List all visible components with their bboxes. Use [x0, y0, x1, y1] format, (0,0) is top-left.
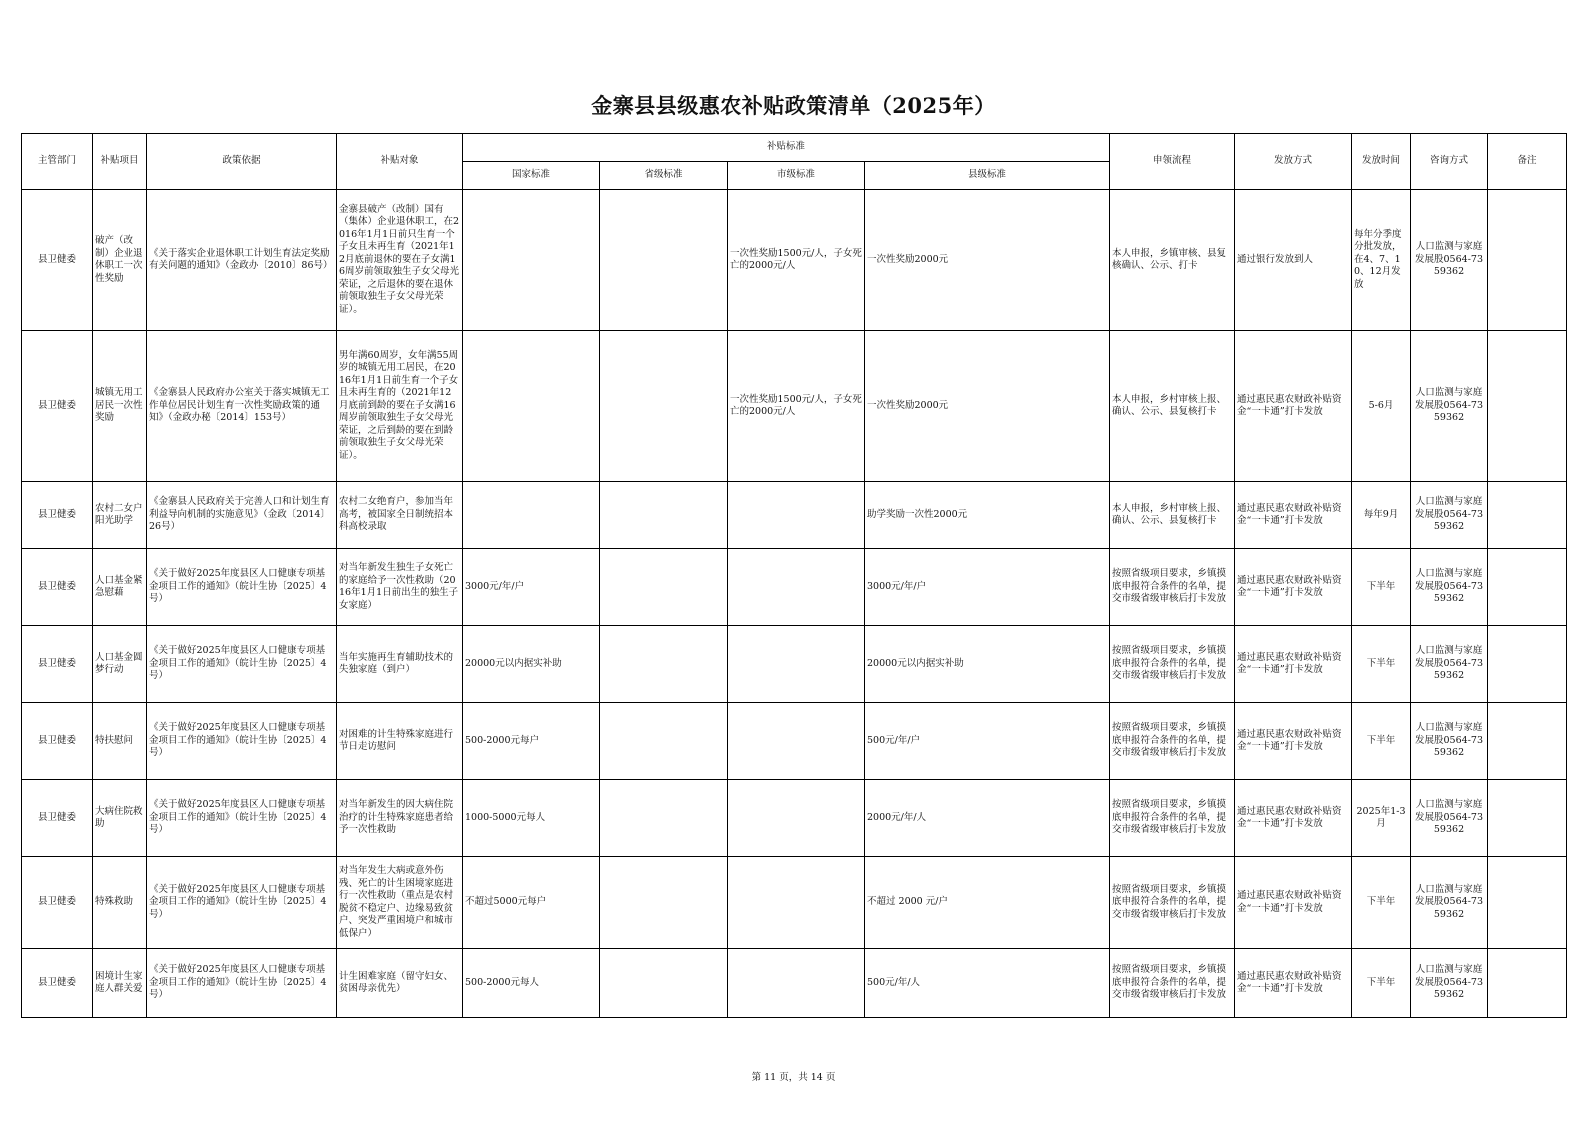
cell-method: 通过惠民惠农财政补贴资金“一卡通”打卡发放 — [1235, 703, 1352, 780]
cell-time: 2025年1-3月 — [1352, 780, 1411, 857]
header-method: 发放方式 — [1235, 134, 1352, 190]
table-row — [22, 549, 1567, 626]
cell-county: 助学奖励一次性2000元 — [865, 482, 1110, 549]
cell-dept: 县卫健委 — [22, 857, 93, 949]
cell-national: 500-2000元每户 — [463, 703, 600, 780]
header-target: 补贴对象 — [337, 134, 463, 190]
cell-national — [463, 482, 600, 549]
cell-contact: 人口监测与家庭发展股0564-7359362 — [1411, 626, 1488, 703]
cell-county: 20000元以内据实补助 — [865, 626, 1110, 703]
cell-time: 每年9月 — [1352, 482, 1411, 549]
cell-dept: 县卫健委 — [22, 190, 93, 331]
cell-time: 下半年 — [1352, 549, 1411, 626]
table-row — [22, 703, 1567, 780]
cell-note — [1488, 703, 1567, 780]
cell-item: 农村二女户阳光助学 — [93, 482, 147, 549]
cell-target: 对当年发生大病或意外伤残、死亡的计生困境家庭进行一次性救助（重点是农村脱贫不稳定户、边缘易致贫户、突发严重困境户和城市低保户） — [337, 857, 463, 949]
cell-process: 按照省级项目要求，乡镇摸底申报符合条件的名单，提交市级省级审核后打卡发放 — [1110, 703, 1235, 780]
cell-county: 500元/年/人 — [865, 949, 1110, 1018]
cell-city: 一次性奖励1500元/人，子女死亡的2000元/人 — [728, 190, 865, 331]
cell-target: 计生困难家庭（留守妇女、贫困母亲优先） — [337, 949, 463, 1018]
cell-basis: 《关于做好2025年度县区人口健康专项基金项目工作的通知》（皖计生协〔2025〕4号） — [147, 626, 337, 703]
cell-item: 特殊救助 — [93, 857, 147, 949]
header-row-1 — [22, 134, 1567, 162]
cell-national — [463, 190, 600, 331]
cell-note — [1488, 331, 1567, 482]
cell-process: 本人申报，乡镇审核、县复核确认、公示、打卡 — [1110, 190, 1235, 331]
cell-contact: 人口监测与家庭发展股0564-7359362 — [1411, 780, 1488, 857]
cell-contact: 人口监测与家庭发展股0564-7359362 — [1411, 857, 1488, 949]
cell-dept: 县卫健委 — [22, 331, 93, 482]
page-title: 金寨县县级惠农补贴政策清单（2025年） — [591, 93, 996, 118]
header-standard: 补贴标准 — [463, 134, 1110, 162]
table-row — [22, 780, 1567, 857]
cell-target: 金寨县破产（改制）国有（集体）企业退休职工，在2016年1月1日前只生育一个子女且未再生育（2021年12月底前退休的要在子女满16周岁前领取独生子女父母光荣证，之后退休的要在退休前领取独生子女父母光荣证）。 — [337, 190, 463, 331]
cell-time: 下半年 — [1352, 949, 1411, 1018]
cell-city — [728, 549, 865, 626]
cell-dept: 县卫健委 — [22, 482, 93, 549]
cell-city — [728, 482, 865, 549]
cell-target: 农村二女绝育户，参加当年高考，被国家全日制统招本科高校录取 — [337, 482, 463, 549]
cell-national: 不超过5000元每户 — [463, 857, 600, 949]
cell-item: 人口基金圆梦行动 — [93, 626, 147, 703]
cell-county: 不超过 2000 元/户 — [865, 857, 1110, 949]
policy-table — [21, 133, 1567, 1018]
header-county: 县级标准 — [865, 162, 1110, 190]
cell-provincial — [600, 190, 728, 331]
cell-dept: 县卫健委 — [22, 703, 93, 780]
cell-target: 对困难的计生特殊家庭进行节日走访慰问 — [337, 703, 463, 780]
cell-basis: 《关于做好2025年度县区人口健康专项基金项目工作的通知》（皖计生协〔2025〕4号） — [147, 949, 337, 1018]
cell-note — [1488, 949, 1567, 1018]
cell-basis: 《金寨县人民政府办公室关于落实城镇无工作单位居民计划生育一次性奖励政策的通知》（金政办秘〔2014〕153号） — [147, 331, 337, 482]
cell-provincial — [600, 780, 728, 857]
cell-time: 每年分季度分批发放，在4、7、10、12月发放 — [1352, 190, 1411, 331]
cell-national: 20000元以内据实补助 — [463, 626, 600, 703]
cell-basis: 《关于做好2025年度县区人口健康专项基金项目工作的通知》（皖计生协〔2025〕4号） — [147, 549, 337, 626]
cell-item: 特扶慰问 — [93, 703, 147, 780]
cell-method: 通过惠民惠农财政补贴资金“一卡通”打卡发放 — [1235, 331, 1352, 482]
table-row — [22, 857, 1567, 949]
cell-provincial — [600, 482, 728, 549]
cell-dept: 县卫健委 — [22, 549, 93, 626]
cell-item: 困境计生家庭人群关爱 — [93, 949, 147, 1018]
cell-contact: 人口监测与家庭发展股0564-7359362 — [1411, 482, 1488, 549]
cell-basis: 《金寨县人民政府关于完善人口和计划生育利益导向机制的实施意见》（金政〔2014〕26号） — [147, 482, 337, 549]
header-city: 市级标准 — [728, 162, 865, 190]
cell-item: 破产（改制）企业退休职工一次性奖励 — [93, 190, 147, 331]
header-contact: 咨询方式 — [1411, 134, 1488, 190]
table-row — [22, 482, 1567, 549]
cell-provincial — [600, 857, 728, 949]
table-row — [22, 331, 1567, 482]
cell-note — [1488, 626, 1567, 703]
cell-item: 人口基金紧急慰藉 — [93, 549, 147, 626]
cell-county: 一次性奖励2000元 — [865, 331, 1110, 482]
header-item: 补贴项目 — [93, 134, 147, 190]
cell-process: 本人申报，乡村审核上报、确认、公示、县复核打卡 — [1110, 331, 1235, 482]
cell-county: 一次性奖励2000元 — [865, 190, 1110, 331]
cell-method: 通过惠民惠农财政补贴资金“一卡通”打卡发放 — [1235, 949, 1352, 1018]
cell-provincial — [600, 626, 728, 703]
header-time: 发放时间 — [1352, 134, 1411, 190]
cell-method: 通过惠民惠农财政补贴资金“一卡通”打卡发放 — [1235, 549, 1352, 626]
cell-city — [728, 949, 865, 1018]
cell-time: 下半年 — [1352, 703, 1411, 780]
cell-time: 5-6月 — [1352, 331, 1411, 482]
cell-target: 男年满60周岁，女年满55周岁的城镇无用工居民，在2016年1月1日前生育一个子女且未再生育的（2021年12月底前到龄的要在子女满16周岁前领取独生子女父母光荣证，之后到龄的要在到龄前领取独生子女父母光荣证）。 — [337, 331, 463, 482]
cell-process: 按照省级项目要求，乡镇摸底申报符合条件的名单，提交市级省级审核后打卡发放 — [1110, 780, 1235, 857]
header-note: 备注 — [1488, 134, 1567, 190]
cell-provincial — [600, 949, 728, 1018]
cell-note — [1488, 190, 1567, 331]
cell-note — [1488, 857, 1567, 949]
cell-city — [728, 703, 865, 780]
cell-process: 按照省级项目要求，乡镇摸底申报符合条件的名单，提交市级省级审核后打卡发放 — [1110, 857, 1235, 949]
cell-national — [463, 331, 600, 482]
cell-item: 大病住院救助 — [93, 780, 147, 857]
cell-provincial — [600, 549, 728, 626]
cell-method: 通过惠民惠农财政补贴资金“一卡通”打卡发放 — [1235, 780, 1352, 857]
page-footer: 第 11 页，共 14 页 — [751, 1072, 836, 1083]
header-national: 国家标准 — [463, 162, 600, 190]
cell-note — [1488, 549, 1567, 626]
cell-national: 3000元/年/户 — [463, 549, 600, 626]
cell-target: 当年实施再生育辅助技术的失独家庭（到户） — [337, 626, 463, 703]
cell-dept: 县卫健委 — [22, 626, 93, 703]
header-dept: 主管部门 — [22, 134, 93, 190]
header-provincial: 省级标准 — [600, 162, 728, 190]
cell-basis: 《关于做好2025年度县区人口健康专项基金项目工作的通知》（皖计生协〔2025〕4号） — [147, 857, 337, 949]
cell-method: 通过惠民惠农财政补贴资金“一卡通”打卡发放 — [1235, 626, 1352, 703]
cell-county: 2000元/年/人 — [865, 780, 1110, 857]
cell-target: 对当年新发生的因大病住院治疗的计生特殊家庭患者给予一次性救助 — [337, 780, 463, 857]
table-row — [22, 626, 1567, 703]
cell-contact: 人口监测与家庭发展股0564-7359362 — [1411, 331, 1488, 482]
cell-city — [728, 857, 865, 949]
cell-note — [1488, 482, 1567, 549]
cell-basis: 《关于落实企业退休职工计划生育法定奖励有关问题的通知》（金政办〔2010〕86号） — [147, 190, 337, 331]
cell-method: 通过惠民惠农财政补贴资金“一卡通”打卡发放 — [1235, 482, 1352, 549]
cell-dept: 县卫健委 — [22, 949, 93, 1018]
cell-process: 按照省级项目要求，乡镇摸底申报符合条件的名单，提交市级省级审核后打卡发放 — [1110, 626, 1235, 703]
cell-contact: 人口监测与家庭发展股0564-7359362 — [1411, 190, 1488, 331]
cell-national: 1000-5000元每人 — [463, 780, 600, 857]
cell-city: 一次性奖励1500元/人，子女死亡的2000元/人 — [728, 331, 865, 482]
cell-county: 500元/年/户 — [865, 703, 1110, 780]
cell-process: 按照省级项目要求，乡镇摸底申报符合条件的名单，提交市级省级审核后打卡发放 — [1110, 549, 1235, 626]
cell-time: 下半年 — [1352, 857, 1411, 949]
table-row — [22, 190, 1567, 331]
cell-basis: 《关于做好2025年度县区人口健康专项基金项目工作的通知》（皖计生协〔2025〕4号） — [147, 703, 337, 780]
cell-method: 通过银行发放到人 — [1235, 190, 1352, 331]
header-basis: 政策依据 — [147, 134, 337, 190]
cell-target: 对当年新发生独生子女死亡的家庭给予一次性救助（2016年1月1日前出生的独生子女家庭） — [337, 549, 463, 626]
cell-national: 500-2000元每人 — [463, 949, 600, 1018]
cell-time: 下半年 — [1352, 626, 1411, 703]
cell-provincial — [600, 331, 728, 482]
cell-note — [1488, 780, 1567, 857]
cell-contact: 人口监测与家庭发展股0564-7359362 — [1411, 549, 1488, 626]
cell-county: 3000元/年/户 — [865, 549, 1110, 626]
cell-process: 本人申报，乡村审核上报、确认、公示、县复核打卡 — [1110, 482, 1235, 549]
cell-item: 城镇无用工居民一次性奖励 — [93, 331, 147, 482]
cell-city — [728, 626, 865, 703]
header-process: 申领流程 — [1110, 134, 1235, 190]
cell-provincial — [600, 703, 728, 780]
table-row — [22, 949, 1567, 1018]
cell-city — [728, 780, 865, 857]
cell-contact: 人口监测与家庭发展股0564-7359362 — [1411, 949, 1488, 1018]
cell-process: 按照省级项目要求，乡镇摸底申报符合条件的名单，提交市级省级审核后打卡发放 — [1110, 949, 1235, 1018]
cell-basis: 《关于做好2025年度县区人口健康专项基金项目工作的通知》（皖计生协〔2025〕4号） — [147, 780, 337, 857]
cell-method: 通过惠民惠农财政补贴资金“一卡通”打卡发放 — [1235, 857, 1352, 949]
cell-dept: 县卫健委 — [22, 780, 93, 857]
cell-contact: 人口监测与家庭发展股0564-7359362 — [1411, 703, 1488, 780]
